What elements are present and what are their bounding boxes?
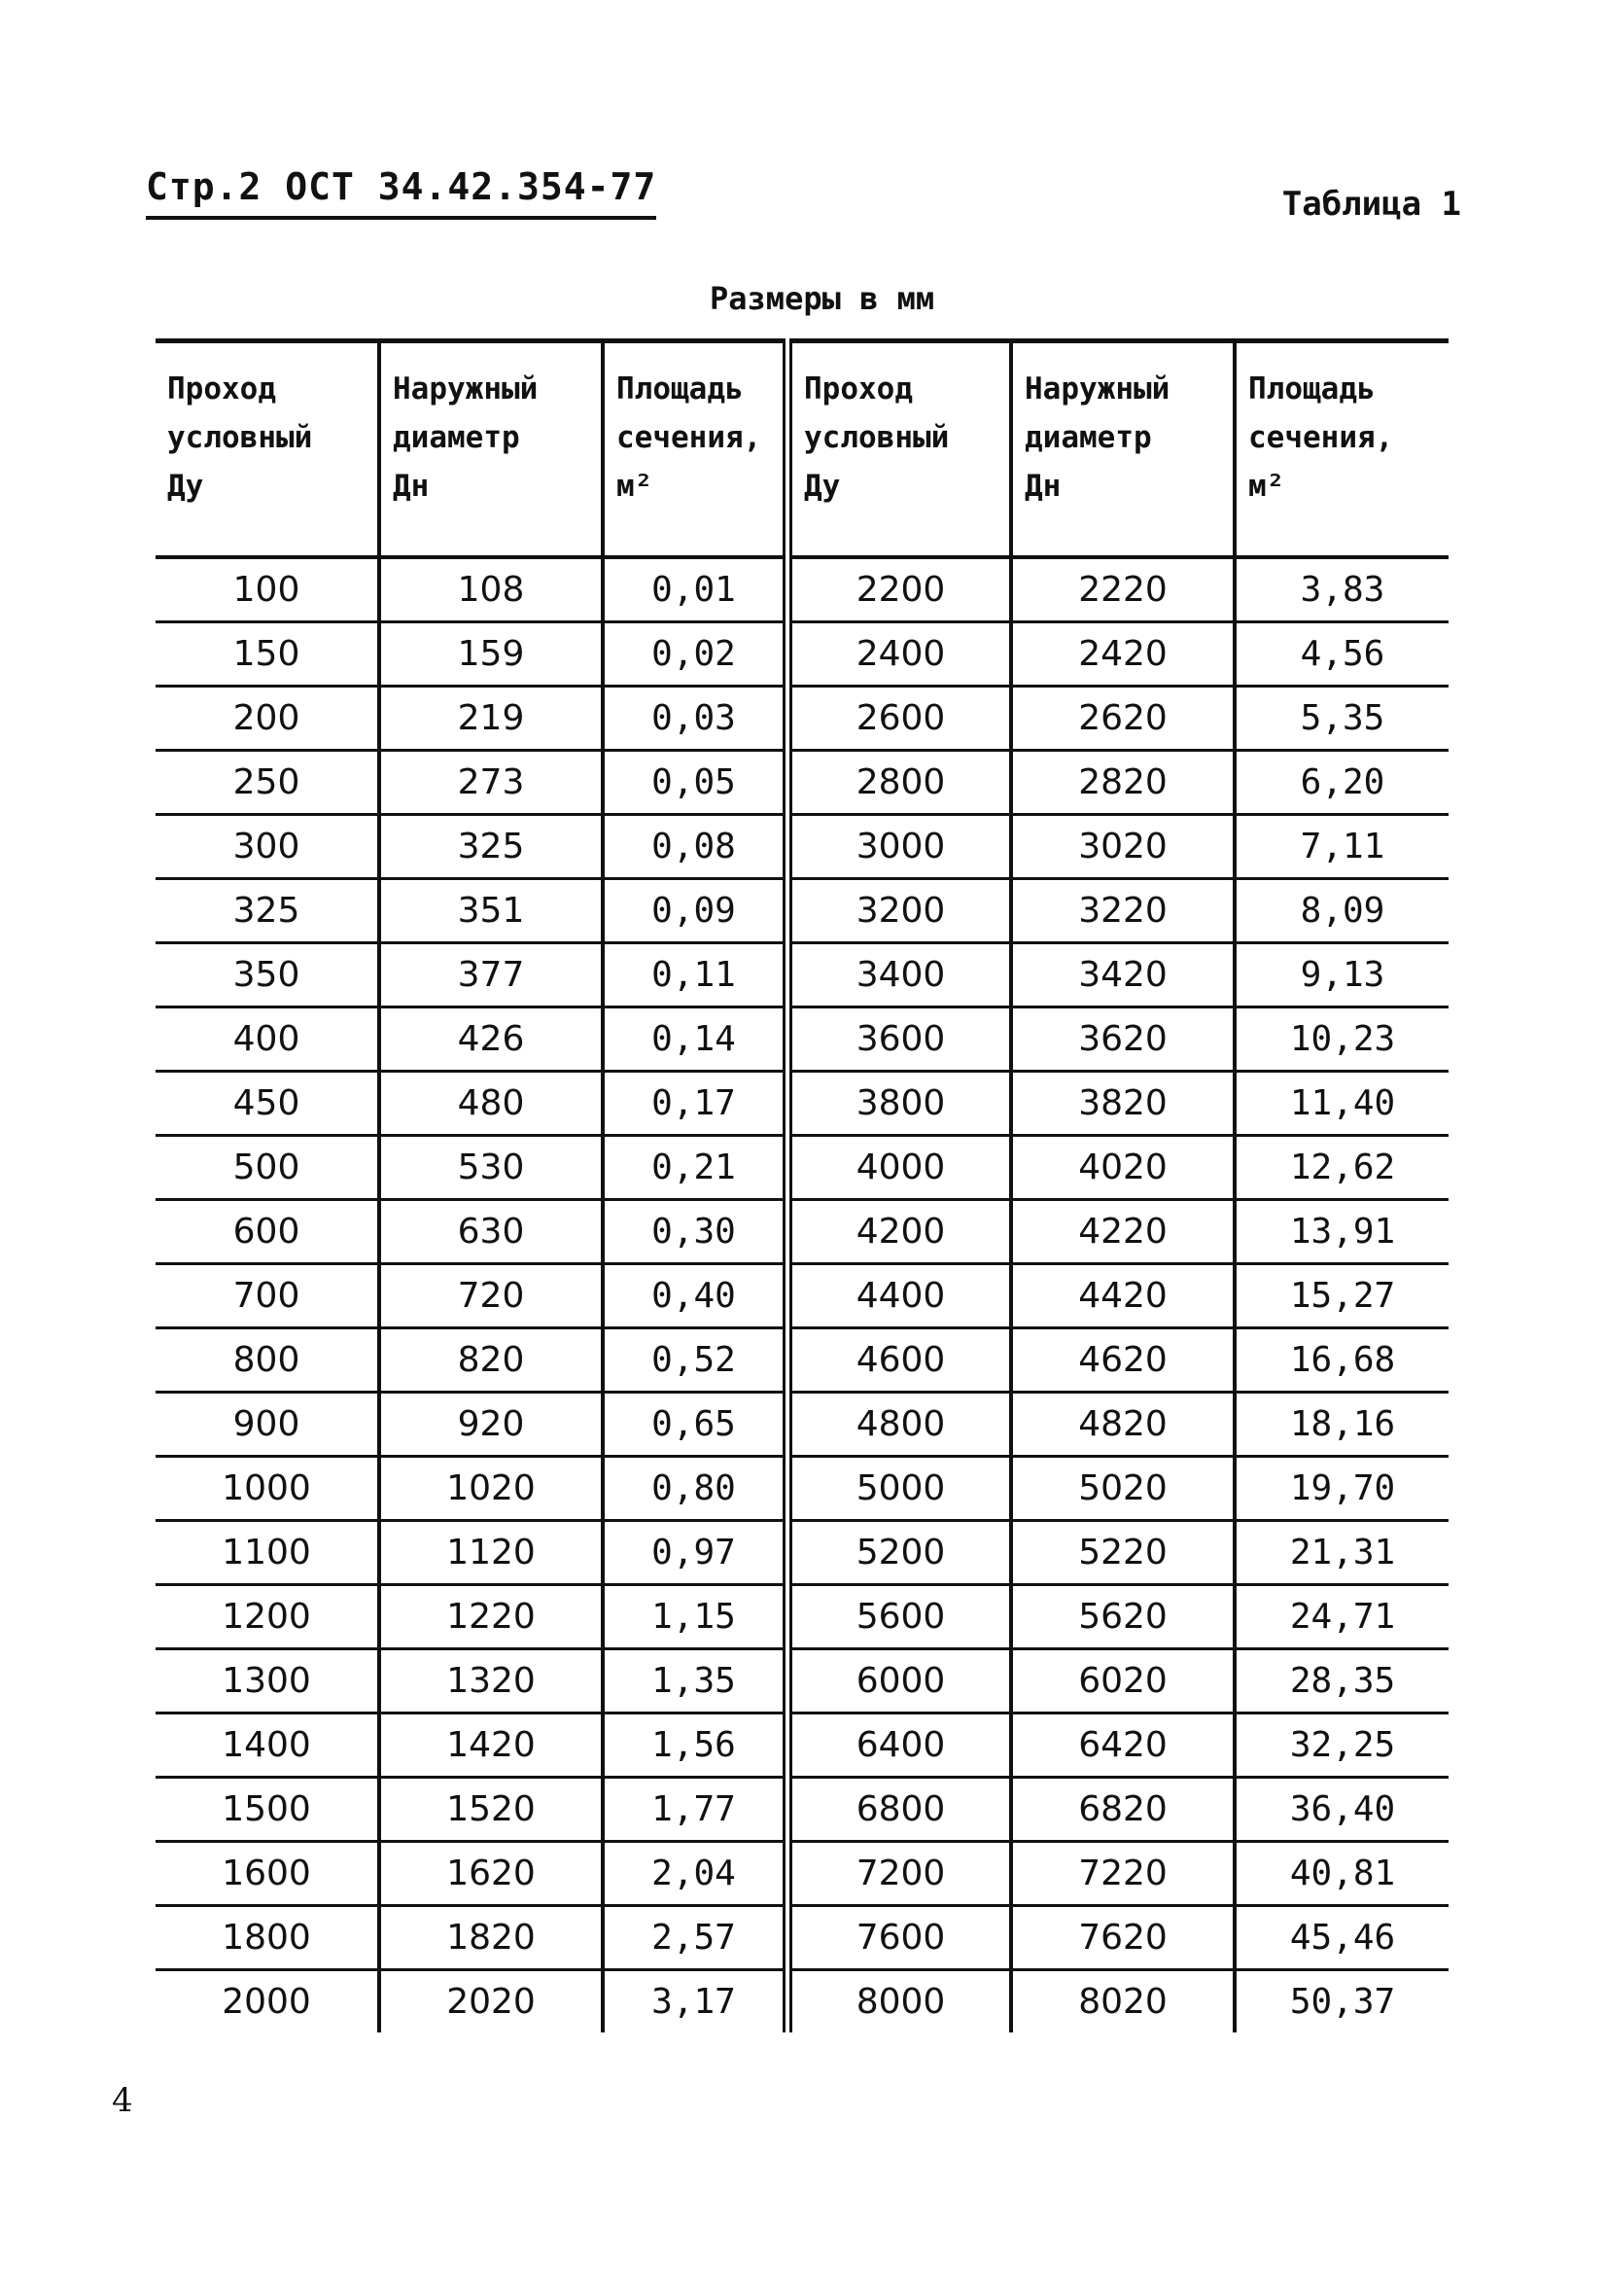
cell-outer-diameter: 4220 [1011, 1200, 1235, 1264]
cell-nominal-bore: 2000 [222, 1982, 311, 2022]
cell-outer-diameter: 1620 [379, 1842, 603, 1906]
cell-nominal-bore: 3400 [787, 943, 1011, 1007]
cell-cross-section-area: 16,68 [1235, 1328, 1449, 1393]
cell-nominal-bore: 5200 [787, 1521, 1011, 1585]
cell-outer-diameter: 3820 [1011, 1072, 1235, 1136]
cell-cross-section-area: 0,65 [603, 1393, 787, 1457]
cell-nominal-bore: 4200 [787, 1200, 1011, 1264]
cell-cross-section-area: 0,52 [603, 1328, 787, 1393]
table-row [156, 1778, 1449, 1842]
cell-outer-diameter: 3020 [1011, 815, 1235, 879]
cell-nominal-bore: 2400 [787, 622, 1011, 687]
cell-cross-section-area: 0,14 [603, 1007, 787, 1072]
cell-cross-section-area: 10,23 [1235, 1007, 1449, 1072]
column-header-cross-section-area: Площадь сечения, м² [603, 341, 787, 558]
cell-nominal-bore: 7600 [787, 1906, 1011, 1970]
cell-outer-diameter: 426 [379, 1007, 603, 1072]
cell-nominal-bore: 500 [156, 1136, 379, 1200]
cell-cross-section-area: 0,09 [603, 879, 787, 943]
cell-nominal-bore: 7200 [787, 1842, 1011, 1906]
cell-outer-diameter: 480 [379, 1072, 603, 1136]
cell-cross-section-area: 1,35 [603, 1649, 787, 1713]
table-row [156, 687, 1449, 751]
cell-nominal-bore: 1500 [156, 1778, 379, 1842]
cell-outer-diameter: 1120 [379, 1521, 603, 1585]
cell-cross-section-area: 1,15 [603, 1585, 787, 1649]
table-row [156, 1264, 1449, 1328]
table-row [156, 815, 1449, 879]
cell-outer-diameter: 5020 [1011, 1457, 1235, 1521]
cell-cross-section-area: 2,57 [603, 1906, 787, 1970]
cell-nominal-bore: 600 [156, 1200, 379, 1264]
cell-cross-section-area: 0,17 [603, 1072, 787, 1136]
cell-nominal-bore: 800 [156, 1328, 379, 1393]
cell-cross-section-area: 21,31 [1235, 1521, 1449, 1585]
cell-cross-section-area: 13,91 [1235, 1200, 1449, 1264]
cell-outer-diameter: 1320 [379, 1649, 603, 1713]
cell-nominal-bore: 3000 [787, 815, 1011, 879]
table-row [156, 1521, 1449, 1585]
cell-outer-diameter: 377 [379, 943, 603, 1007]
page-number: 4 [112, 2081, 133, 2120]
cell-nominal-bore: 4400 [787, 1264, 1011, 1328]
table-row [156, 1393, 1449, 1457]
cell-nominal-bore: 150 [156, 622, 379, 687]
cell-nominal-bore: 400 [156, 1007, 379, 1072]
cell-outer-diameter: 1820 [379, 1906, 603, 1970]
cell-cross-section-area: 24,71 [1235, 1585, 1449, 1649]
units-caption: Размеры в мм [710, 280, 935, 317]
cell-cross-section-area: 6,20 [1235, 751, 1449, 815]
table-row [156, 879, 1449, 943]
cell-cross-section-area: 0,40 [603, 1264, 787, 1328]
table-row [156, 1842, 1449, 1906]
cell-cross-section-area: 45,46 [1235, 1906, 1449, 1970]
cell-cross-section-area: 12,62 [1235, 1136, 1449, 1200]
cell-cross-section-area: 28,35 [1235, 1649, 1449, 1713]
cell-outer-diameter: 6820 [1011, 1778, 1235, 1842]
column-header-outer-diameter: Наружный диаметр Дн [1011, 341, 1235, 558]
cell-outer-diameter: 4620 [1011, 1328, 1235, 1393]
cell-outer-diameter: 2220 [1011, 557, 1235, 622]
cell-outer-diameter: 6420 [1011, 1713, 1235, 1778]
column-header-nominal-bore: Проход условный Ду [156, 341, 379, 558]
cell-nominal-bore: 5600 [787, 1585, 1011, 1649]
cell-nominal-bore: 200 [156, 687, 379, 751]
cell-outer-diameter: 7620 [1011, 1906, 1235, 1970]
cell-cross-section-area: 1,77 [603, 1778, 787, 1842]
cell-outer-diameter: 920 [379, 1393, 603, 1457]
cell-nominal-bore: 1300 [156, 1649, 379, 1713]
document-reference: Стр.2 ОСТ 34.42.354-77 [146, 165, 656, 220]
cell-nominal-bore: 8000 [787, 1970, 1011, 2033]
cell-cross-section-area: 7,11 [1235, 815, 1449, 879]
table-row [156, 943, 1449, 1007]
cell-outer-diameter: 4820 [1011, 1393, 1235, 1457]
cell-cross-section-area: 2,04 [603, 1842, 787, 1906]
cell-outer-diameter: 3220 [1011, 879, 1235, 943]
table-row [156, 557, 1449, 622]
table-row [156, 751, 1449, 815]
cell-cross-section-area: 0,30 [603, 1200, 787, 1264]
table-row [156, 1906, 1449, 1970]
cell-nominal-bore: 3800 [787, 1072, 1011, 1136]
cell-outer-diameter: 5620 [1011, 1585, 1235, 1649]
cell-outer-diameter: 2620 [1011, 687, 1235, 751]
cell-nominal-bore: 6800 [787, 1778, 1011, 1842]
cell-nominal-bore: 1600 [156, 1842, 379, 1906]
cell-outer-diameter: 1220 [379, 1585, 603, 1649]
cell-cross-section-area: 0,08 [603, 815, 787, 879]
cell-outer-diameter: 2420 [1011, 622, 1235, 687]
cell-nominal-bore: 4000 [787, 1136, 1011, 1200]
cell-cross-section-area: 50,37 [1235, 1970, 1449, 2033]
cell-nominal-bore: 2200 [787, 557, 1011, 622]
cell-nominal-bore: 4600 [787, 1328, 1011, 1393]
cell-outer-diameter: 530 [379, 1136, 603, 1200]
cell-outer-diameter: 630 [379, 1200, 603, 1264]
cell-cross-section-area: 32,25 [1235, 1713, 1449, 1778]
cell-nominal-bore: 6000 [787, 1649, 1011, 1713]
cell-cross-section-area: 0,21 [603, 1136, 787, 1200]
cell-cross-section-area: 0,03 [603, 687, 787, 751]
table-row [156, 1970, 1449, 2033]
cell-cross-section-area: 0,05 [603, 751, 787, 815]
cell-cross-section-area: 40,81 [1235, 1842, 1449, 1906]
cell-outer-diameter: 2820 [1011, 751, 1235, 815]
table-row [156, 1072, 1449, 1136]
cell-nominal-bore: 900 [156, 1393, 379, 1457]
table-row [156, 1585, 1449, 1649]
cell-nominal-bore: 700 [156, 1264, 379, 1328]
table-body [156, 557, 1449, 2032]
cell-outer-diameter: 1420 [379, 1713, 603, 1778]
cell-outer-diameter: 3420 [1011, 943, 1235, 1007]
cell-cross-section-area: 1,56 [603, 1713, 787, 1778]
cell-outer-diameter: 351 [379, 879, 603, 943]
table-label: Таблица 1 [1281, 185, 1461, 224]
cell-nominal-bore: 3200 [787, 879, 1011, 943]
cell-cross-section-area: 15,27 [1235, 1264, 1449, 1328]
table-header-row [156, 341, 1449, 558]
table-row [156, 1713, 1449, 1778]
cell-nominal-bore: 325 [156, 879, 379, 943]
cell-outer-diameter: 820 [379, 1328, 603, 1393]
cell-cross-section-area: 0,02 [603, 622, 787, 687]
cell-cross-section-area: 0,80 [603, 1457, 787, 1521]
cell-nominal-bore: 1000 [156, 1457, 379, 1521]
cell-outer-diameter: 108 [379, 557, 603, 622]
cell-outer-diameter: 1020 [379, 1457, 603, 1521]
cell-outer-diameter: 159 [379, 622, 603, 687]
cell-nominal-bore: 6400 [787, 1713, 1011, 1778]
cell-nominal-bore: 450 [156, 1072, 379, 1136]
cell-outer-diameter: 3620 [1011, 1007, 1235, 1072]
cell-nominal-bore: 1800 [156, 1906, 379, 1970]
cell-nominal-bore: 2800 [787, 751, 1011, 815]
cell-nominal-bore: 350 [156, 943, 379, 1007]
cell-cross-section-area: 0,01 [603, 557, 787, 622]
cell-nominal-bore: 1400 [156, 1713, 379, 1778]
cell-nominal-bore: 300 [156, 815, 379, 879]
cell-outer-diameter: 273 [379, 751, 603, 815]
cell-outer-diameter: 2020 [379, 1970, 603, 2033]
cell-cross-section-area: 18,16 [1235, 1393, 1449, 1457]
cell-outer-diameter: 7220 [1011, 1842, 1235, 1906]
cell-cross-section-area: 0,97 [603, 1521, 787, 1585]
cell-outer-diameter: 720 [379, 1264, 603, 1328]
cell-cross-section-area: 0,11 [603, 943, 787, 1007]
cell-outer-diameter: 6020 [1011, 1649, 1235, 1713]
cell-cross-section-area: 9,13 [1235, 943, 1449, 1007]
cell-nominal-bore: 1100 [156, 1521, 379, 1585]
cell-nominal-bore: 1200 [156, 1585, 379, 1649]
table-row [156, 1007, 1449, 1072]
cell-outer-diameter: 325 [379, 815, 603, 879]
cell-cross-section-area: 19,70 [1235, 1457, 1449, 1521]
cell-cross-section-area: 5,35 [1235, 687, 1449, 751]
cell-outer-diameter: 4020 [1011, 1136, 1235, 1200]
cell-outer-diameter: 4420 [1011, 1264, 1235, 1328]
cell-cross-section-area: 4,56 [1235, 622, 1449, 687]
table-row [156, 1457, 1449, 1521]
table-row [156, 1649, 1449, 1713]
cell-cross-section-area: 3,83 [1235, 557, 1449, 622]
cell-outer-diameter: 1520 [379, 1778, 603, 1842]
cell-nominal-bore: 2600 [787, 687, 1011, 751]
cell-cross-section-area: 8,09 [1235, 879, 1449, 943]
cell-outer-diameter: 5220 [1011, 1521, 1235, 1585]
cell-cross-section-area: 36,40 [1235, 1778, 1449, 1842]
table-row [156, 1136, 1449, 1200]
cell-outer-diameter: 8020 [1011, 1970, 1235, 2033]
cell-cross-section-area: 3,17 [603, 1970, 787, 2033]
cell-nominal-bore: 4800 [787, 1393, 1011, 1457]
column-header-outer-diameter: Наружный диаметр Дн [379, 341, 603, 558]
cell-nominal-bore: 3600 [787, 1007, 1011, 1072]
table-row [156, 1328, 1449, 1393]
table-row [156, 1200, 1449, 1264]
cell-nominal-bore: 250 [156, 751, 379, 815]
cell-outer-diameter: 219 [379, 687, 603, 751]
cell-nominal-bore: 100 [156, 557, 379, 622]
column-header-cross-section-area: Площадь сечения, м² [1235, 341, 1449, 558]
column-header-nominal-bore: Проход условный Ду [787, 341, 1011, 558]
cell-cross-section-area: 11,40 [1235, 1072, 1449, 1136]
table-row [156, 622, 1449, 687]
pipe-dimensions-table [156, 338, 1449, 2032]
cell-nominal-bore: 5000 [787, 1457, 1011, 1521]
